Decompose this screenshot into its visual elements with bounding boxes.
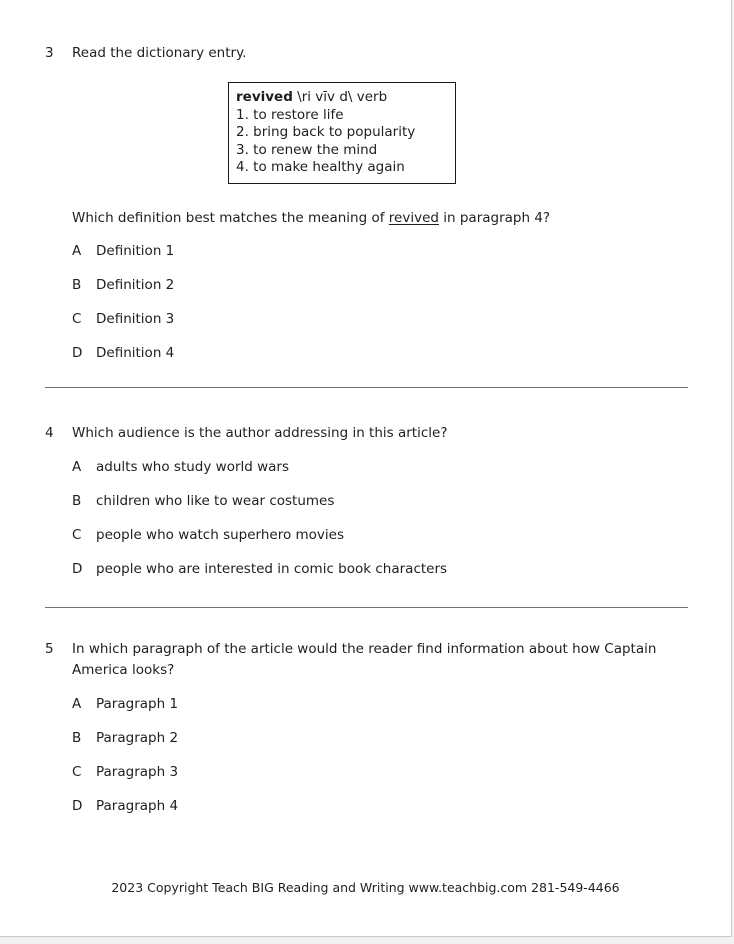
option-text: Paragraph 1 xyxy=(96,695,179,712)
dictionary-headword: revived xyxy=(236,89,293,105)
option-letter: D xyxy=(72,797,83,814)
section-divider-1 xyxy=(45,387,688,388)
option-letter: D xyxy=(72,560,83,577)
option-letter: D xyxy=(72,344,83,361)
question-3-option-a xyxy=(72,241,686,261)
question-5-option-c xyxy=(72,762,686,782)
option-text: children who like to wear costumes xyxy=(96,492,335,509)
question-3-intro-row xyxy=(45,43,686,63)
question-3-options xyxy=(72,241,686,363)
question-4-option-d xyxy=(72,559,686,579)
question-5-option-d xyxy=(72,796,686,816)
option-text: Paragraph 3 xyxy=(96,763,179,780)
question-3-intro: Read the dictionary entry. xyxy=(72,45,247,61)
question-4-stem: Which audience is the author addressing in this article? xyxy=(72,424,448,441)
option-text: Paragraph 2 xyxy=(96,729,179,746)
option-text: people who are interested in comic book characters xyxy=(96,560,448,577)
option-letter: C xyxy=(72,763,82,780)
question-3-number: 3 xyxy=(45,45,54,61)
option-letter: C xyxy=(72,526,82,543)
question-3-stem-underlined-word: revived xyxy=(388,209,439,226)
option-letter: A xyxy=(72,695,82,712)
question-5-options xyxy=(72,694,686,816)
question-3-option-d xyxy=(72,343,686,363)
question-4-options xyxy=(72,457,686,579)
question-4-option-a xyxy=(72,457,686,477)
question-5-stem: In which paragraph of the article would the reader find information about how Captain America looks? xyxy=(72,640,657,678)
option-text: adults who study world wars xyxy=(96,458,290,475)
question-3-option-b xyxy=(72,275,686,295)
question-3-stem-row xyxy=(45,208,686,228)
option-text: Definition 4 xyxy=(96,344,175,361)
option-letter: B xyxy=(72,276,82,293)
question-5-option-b xyxy=(72,728,686,748)
option-letter: B xyxy=(72,729,82,746)
dictionary-pronunciation: \ri vīv d\ verb xyxy=(292,89,388,105)
question-3-stem-after: in paragraph 4? xyxy=(438,209,551,226)
option-text: Definition 1 xyxy=(96,242,175,259)
option-text: Definition 3 xyxy=(96,310,175,327)
option-text: people who watch superhero movies xyxy=(96,526,345,543)
dictionary-definition-2: 2. bring back to popularity xyxy=(236,124,416,140)
question-3-stem xyxy=(72,208,686,228)
question-3-option-c xyxy=(72,309,686,329)
question-5-stem-row xyxy=(45,639,686,681)
option-letter: B xyxy=(72,492,82,509)
option-text: Definition 2 xyxy=(96,276,175,293)
dictionary-headword-line xyxy=(236,89,447,107)
question-5-option-a xyxy=(72,694,686,714)
dictionary-definition-4: 4. to make healthy again xyxy=(236,159,405,175)
option-letter: A xyxy=(72,458,82,475)
question-5-number: 5 xyxy=(45,640,54,657)
option-letter: C xyxy=(72,310,82,327)
dictionary-definition-1: 1. to restore life xyxy=(236,106,344,123)
question-3-stem-before: Which definition best matches the meaning of xyxy=(72,209,389,226)
dictionary-entry-box xyxy=(228,82,456,184)
question-4-stem-row xyxy=(45,423,686,443)
question-4-number: 4 xyxy=(45,424,54,441)
option-text: Paragraph 4 xyxy=(96,797,179,814)
page-footer: 2023 Copyright Teach BIG Reading and Writing www.teachbig.com 281-549-4466 xyxy=(111,879,620,895)
dictionary-definition-3: 3. to renew the mind xyxy=(236,141,378,158)
section-divider-2 xyxy=(45,607,688,608)
question-4-option-c xyxy=(72,525,686,545)
option-letter: A xyxy=(72,242,82,259)
question-4-option-b xyxy=(72,491,686,511)
